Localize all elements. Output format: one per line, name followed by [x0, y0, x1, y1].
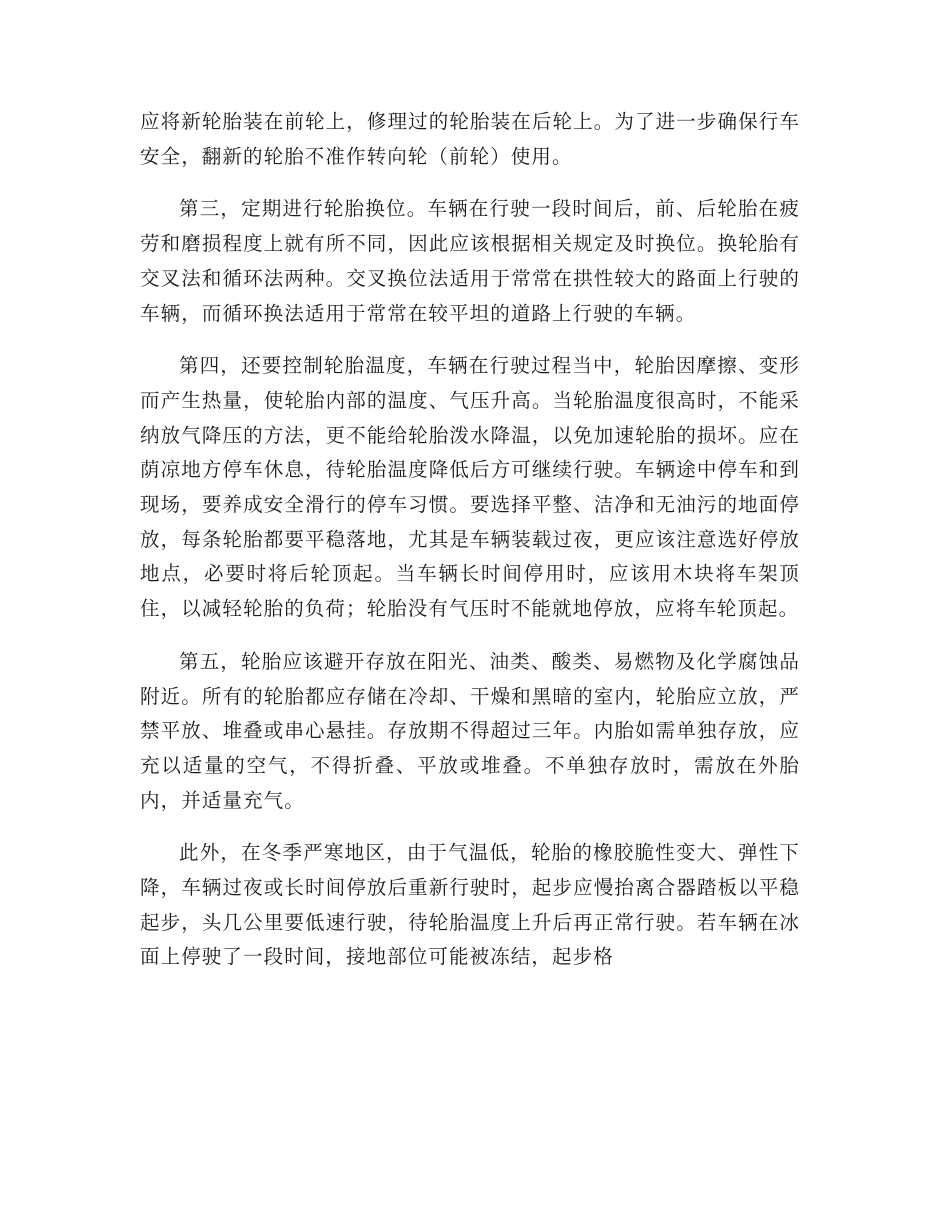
paragraph-tire-rotation: 第三，定期进行轮胎换位。车辆在行驶一段时间后，前、后轮胎在疲劳和磨损程度上就有所不同，因此应该根据相关规定及时换位。换轮胎有交叉法和循环法两种。交叉换位法适用于常常在拱性较大的路面上行驶的车辆，而循环换法适用于常常在较平坦的道路上行驶的车辆。	[140, 197, 800, 325]
paragraph-winter-driving: 此外，在冬季严寒地区，由于气温低，轮胎的橡胶脆性变大、弹性下降，车辆过夜或长时间停放后重新行驶时，起步应慢抬离合器踏板以平稳起步，头几公里要低速行驶，待轮胎温度上升后再正常行驶。若车辆在冰面上停驶了一段时间，接地部位可能被冻结，起步格	[140, 841, 800, 969]
paragraph-continued-tire-placement: 应将新轮胎装在前轮上，修理过的轮胎装在后轮上。为了进一步确保行车安全，翻新的轮胎不准作转向轮（前轮）使用。	[140, 110, 800, 168]
document-page	[140, 105, 800, 993]
paragraph-tire-storage: 第五，轮胎应该避开存放在阳光、油类、酸类、易燃物及化学腐蚀品附近。所有的轮胎都应存储在冷却、干燥和黑暗的室内，轮胎应立放，严禁平放、堆叠或串心悬挂。存放期不得超过三年。内胎如需单独存放，应充以适量的空气，不得折叠、平放或堆叠。不单独存放时，需放在外胎内，并适量充气。	[140, 649, 800, 812]
paragraph-tire-temperature: 第四，还要控制轮胎温度，车辆在行驶过程当中，轮胎因摩擦、变形而产生热量，使轮胎内部的温度、气压升高。当轮胎温度很高时，不能采纳放气降压的方法，更不能给轮胎泼水降温，以免加速轮胎的损坏。应在荫凉地方停车休息，待轮胎温度降低后方可继续行驶。车辆途中停车和到现场，要养成安全滑行的停车习惯。要选择平整、洁净和无油污的地面停放，每条轮胎都要平稳落地，尤其是车辆装载过夜，更应该注意选好停放地点，必要时将后轮顶起。当车辆长时间停用时，应该用木块将车架顶住，以减轻轮胎的负荷；轮胎没有气压时不能就地停放，应将车轮顶起。	[140, 354, 800, 621]
